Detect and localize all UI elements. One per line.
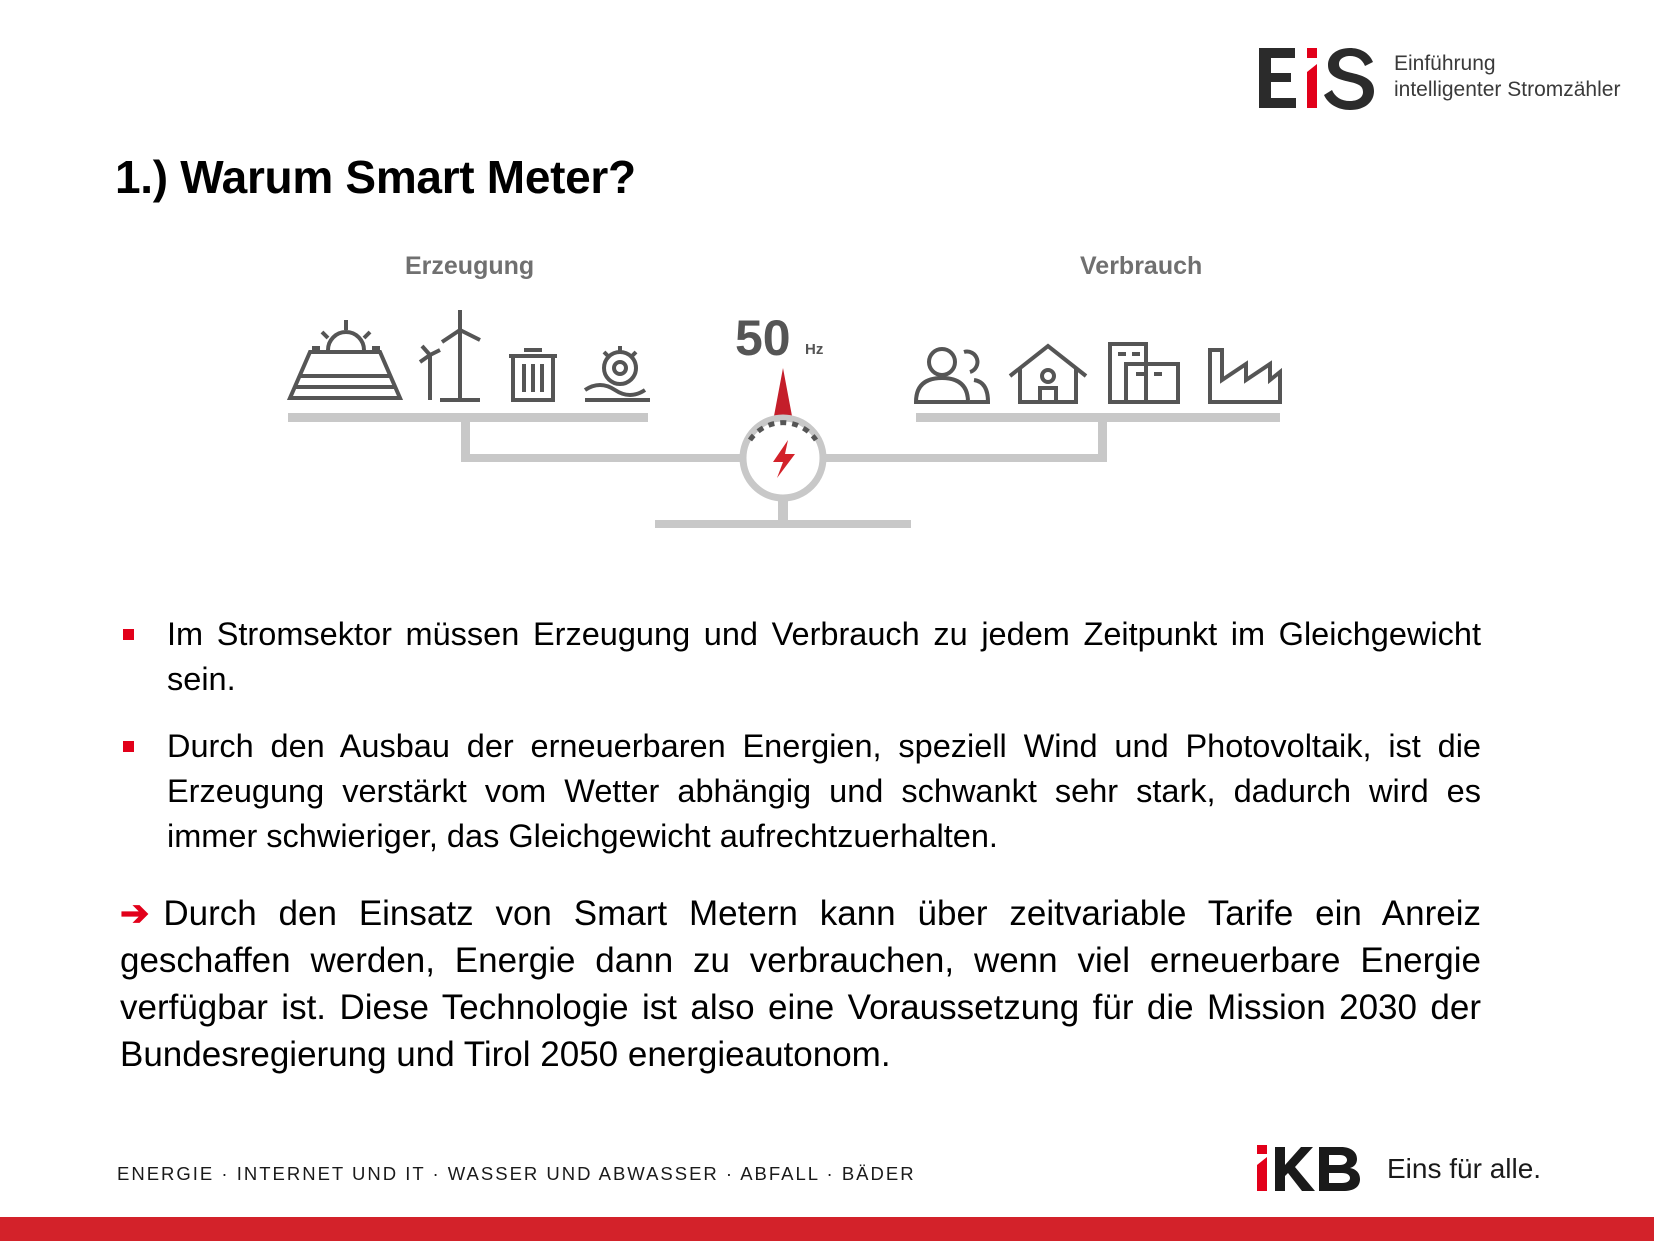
bullet-text: Durch den Ausbau der erneuerbaren Energien, speziell Wind und Photovoltaik, ist die Erzeugung verstärkt vom Wetter abhängig und schwankt sehr stark, dadurch wird es immer schwieriger, das Gleichgewicht aufrechtzuerhalten. [167, 728, 1481, 854]
eis-logo-mark [1255, 42, 1380, 112]
ikb-slogan: Eins für alle. [1387, 1153, 1542, 1184]
conclusion-text: Durch den Einsatz von Smart Metern kann über zeitvariable Tarife ein Anreiz geschaffen werden, Energie dann zu verbrauchen, wenn viel erneuerbare Energie verfügbar ist. Diese Technologie ist also eine Voraussetzung für die Mission 2030 der Bundesregierung und Tirol 2050 energieautonom. [120, 894, 1481, 1074]
factory-icon [1210, 350, 1280, 402]
solar-panel-icon [290, 320, 400, 398]
generation-label: Erzeugung [405, 252, 535, 280]
bullet-square-icon [123, 629, 134, 640]
eis-logo [1255, 42, 1620, 112]
bullet-square-icon [123, 741, 134, 752]
footer-services: ENERGIE · INTERNET UND IT · WASSER UND ABWASSER · ABFALL · BÄDER [117, 1163, 916, 1184]
office-building-icon [1110, 344, 1178, 402]
eis-logo-line1: Einführung [1394, 52, 1496, 75]
arrow-right-icon: ➔ [120, 894, 150, 933]
ikb-logo-mark [1255, 1143, 1375, 1195]
house-icon [1010, 346, 1086, 402]
bullet-list [115, 612, 1481, 881]
people-icon [916, 349, 988, 402]
eis-logo-line2: intelligenter Stromzähler [1394, 78, 1621, 101]
ikb-logo [1255, 1143, 1541, 1195]
bullet-item [115, 724, 1481, 859]
balance-scale [288, 413, 1280, 528]
consumption-label: Verbrauch [1080, 252, 1203, 280]
wind-turbine-icon [420, 310, 480, 400]
frequency-value: 50 [735, 310, 791, 366]
bullet-text: Im Stromsektor müssen Erzeugung und Verbrauch zu jedem Zeitpunkt im Gleichgewicht sein. [167, 616, 1481, 697]
eis-logo-text [1394, 51, 1620, 103]
battery-icon [509, 350, 557, 400]
bullet-item [115, 612, 1481, 702]
frequency-unit: Hz [805, 341, 824, 358]
balance-needle [774, 368, 792, 416]
balance-diagram-svg [280, 240, 1380, 570]
hydro-power-icon [585, 346, 650, 400]
page-title: 1.) Warum Smart Meter? [115, 151, 636, 203]
conclusion-paragraph [120, 890, 1481, 1078]
balance-diagram [280, 240, 1380, 570]
bottom-accent-bar [0, 1217, 1654, 1241]
